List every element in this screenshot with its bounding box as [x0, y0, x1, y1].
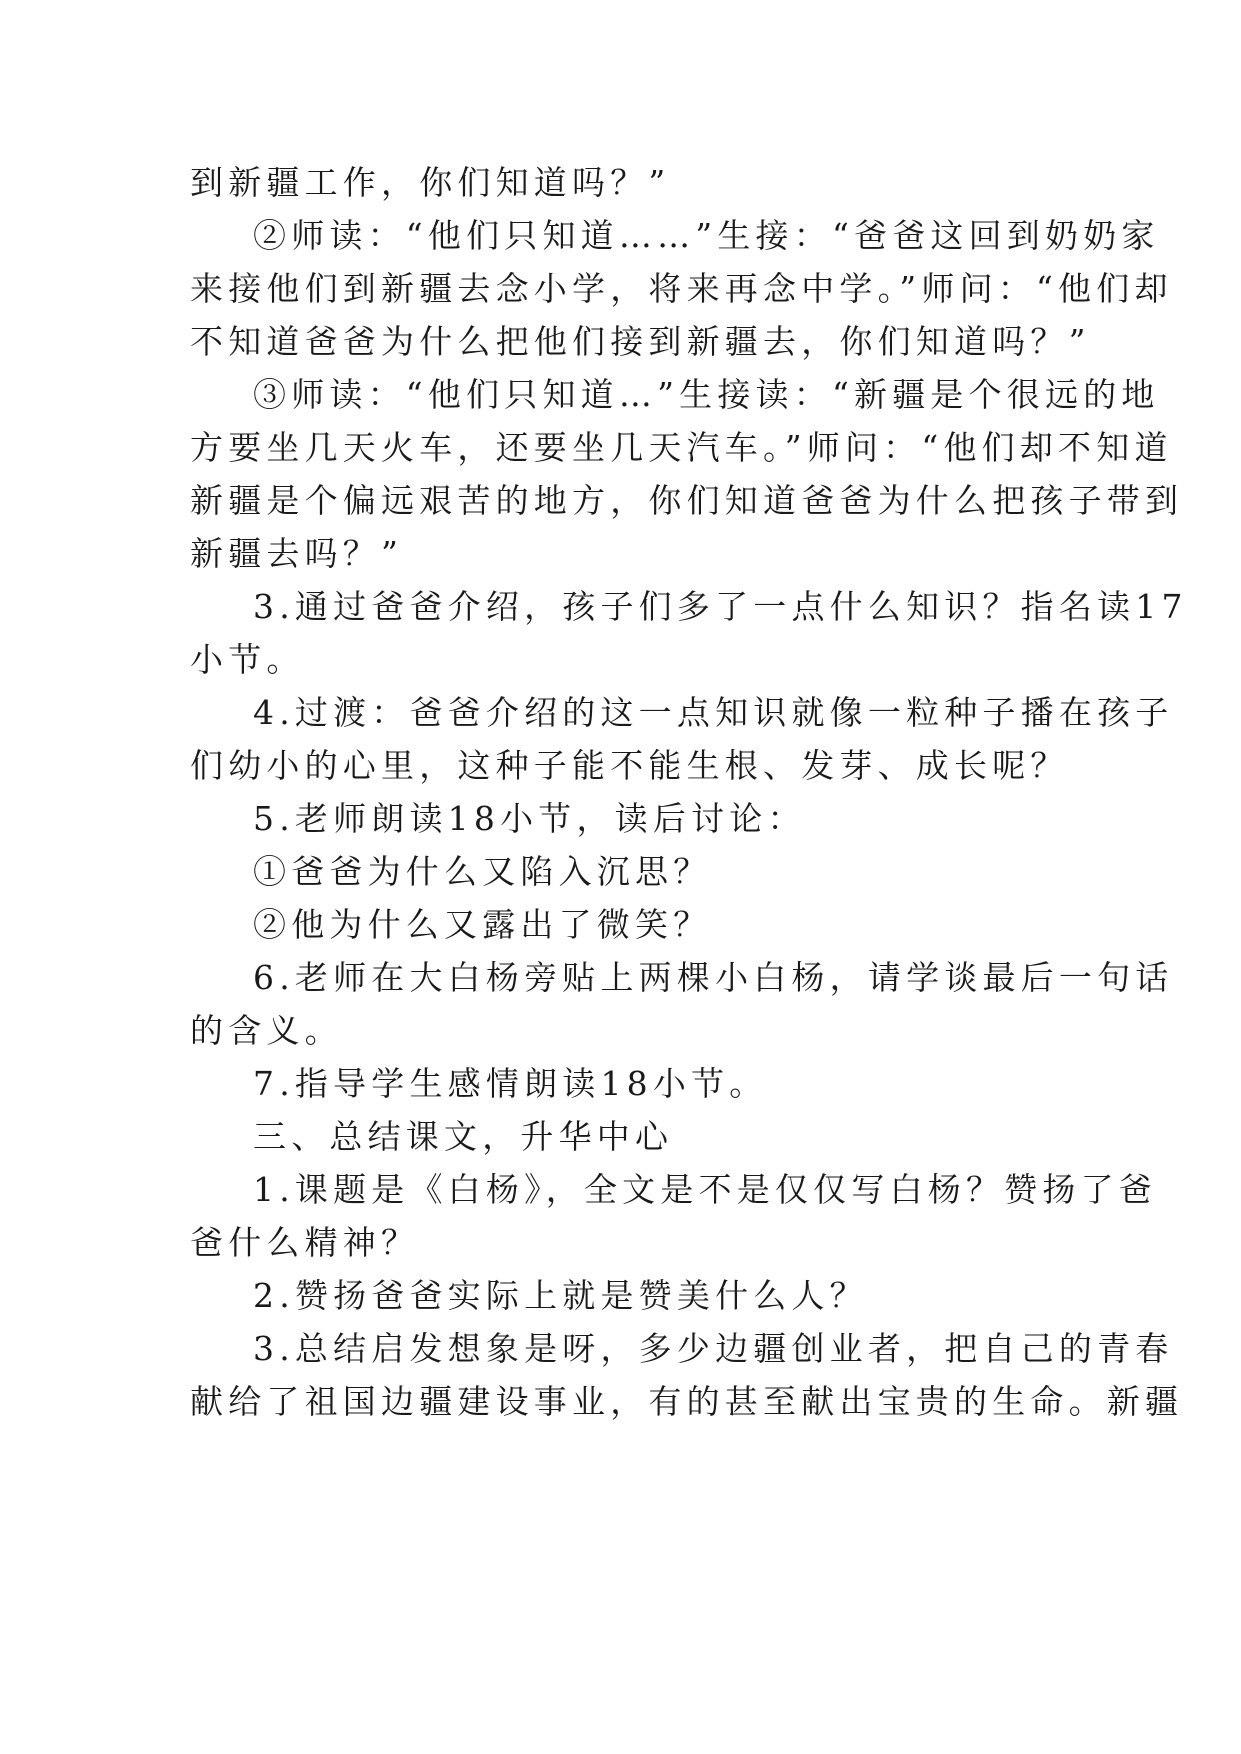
text-line: 的含义。 [190, 1011, 343, 1050]
text-line: 爸什么精神？ [190, 1223, 420, 1262]
text-line: 来接他们到新疆去念小学，将来再念中学。”师问：“他们却 [190, 269, 1173, 308]
text-line: 7.指导学生感情朗读18小节。 [253, 1064, 768, 1103]
section-heading: 三、总结课文，升华中心 [253, 1117, 674, 1156]
text-line: 到新疆工作，你们知道吗？” [190, 163, 671, 202]
text-line: 3.通过爸爸介绍，孩子们多了一点什么知识？指名读17 [253, 587, 1188, 626]
text-line: ①爸爸为什么又陷入沉思？ [253, 852, 712, 891]
text-line: 3.总结启发想象是呀，多少边疆创业者，把自己的青春 [253, 1329, 1174, 1368]
text-line: 1.课题是《白杨》，全文是不是仅仅写白杨？赞扬了爸 [253, 1170, 1157, 1209]
text-line: 5.老师朗读18小节，读后讨论： [253, 799, 806, 838]
text-line: 方要坐几天火车，还要坐几天汽车。”师问：“他们却不知道 [190, 428, 1173, 467]
text-line: ③师读：“他们只知道…”生接读：“新疆是个很远的地 [253, 375, 1160, 414]
text-line: ②师读：“他们只知道……”生接：“爸爸这回到奶奶家 [253, 216, 1160, 255]
text-line: 新疆去吗？” [190, 534, 404, 573]
text-line: 们幼小的心里，这种子能不能生根、发芽、成长呢？ [190, 746, 1069, 785]
text-line: 不知道爸爸为什么把他们接到新疆去，你们知道吗？” [190, 322, 1091, 361]
text-line: 6.老师在大白杨旁贴上两棵小白杨，请学谈最后一句话 [253, 958, 1174, 997]
text-line: 小节。 [190, 640, 305, 679]
text-line: 2.赞扬爸爸实际上就是赞美什么人？ [253, 1276, 868, 1315]
text-line: ②他为什么又露出了微笑？ [253, 905, 712, 944]
text-line: 新疆是个偏远艰苦的地方，你们知道爸爸为什么把孩子带到 [190, 481, 1184, 520]
text-line: 4.过渡：爸爸介绍的这一点知识就像一粒种子播在孩子 [253, 693, 1174, 732]
text-line: 献给了祖国边疆建设事业，有的甚至献出宝贵的生命。新疆 [190, 1382, 1184, 1421]
